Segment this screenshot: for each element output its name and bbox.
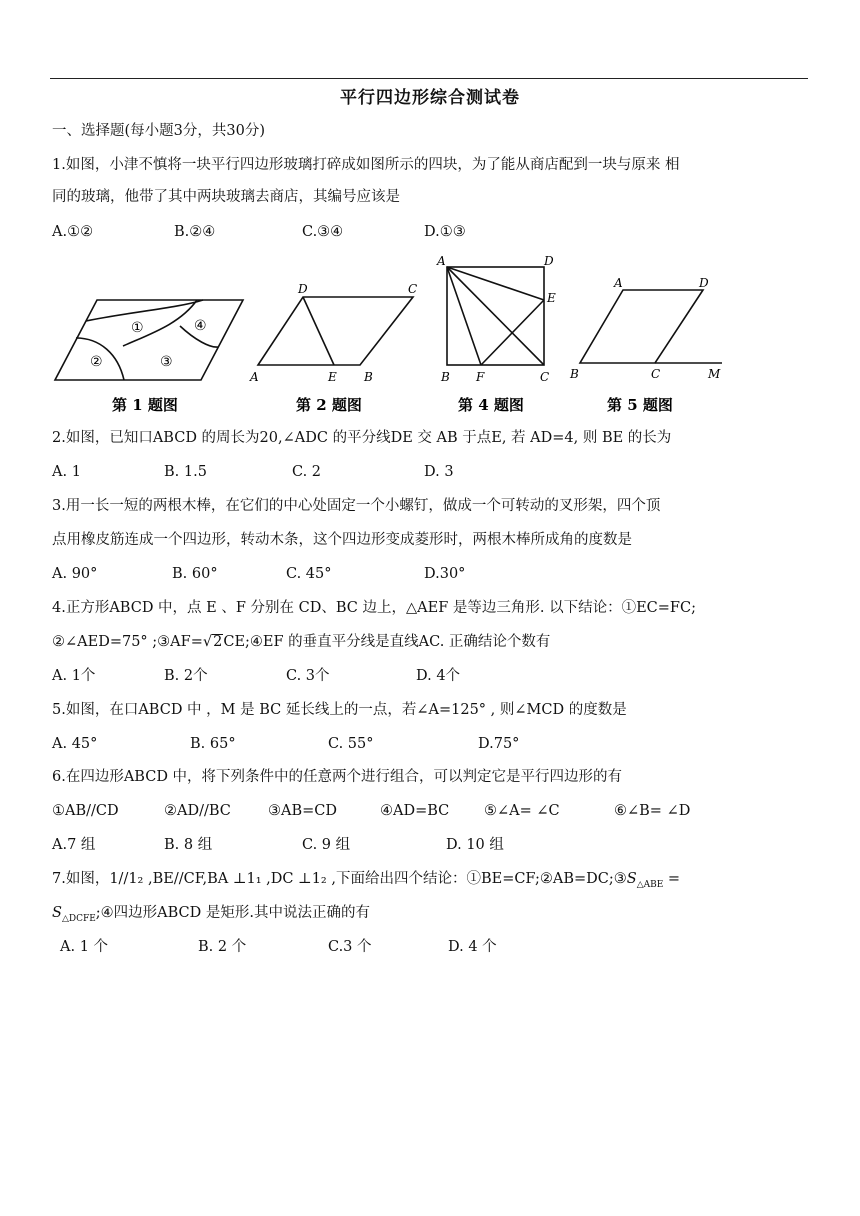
q1-option-d[interactable]: D.①③	[424, 224, 466, 240]
q6-condition-2: ②AD//BC	[164, 803, 231, 819]
q2-option-c[interactable]: C. 2	[292, 464, 322, 480]
q6-text-line1: 6.在四边形ABCD 中，将下列条件中的任意两个进行组合，可以判定它是平行四边形的有	[52, 769, 623, 785]
q3-option-d[interactable]: D.30°	[424, 566, 466, 582]
fig2-label-d: D	[298, 282, 308, 296]
figures-row	[0, 250, 860, 420]
fig1-piece-2: ②	[90, 354, 103, 370]
q3-option-a[interactable]: A. 90°	[52, 566, 98, 582]
q7-option-d[interactable]: D. 4 个	[448, 939, 497, 955]
fig1-caption: 第 1 题图	[112, 396, 178, 414]
section-heading: 一、选择题(每小题3分，共30分)	[52, 123, 265, 139]
q1-text-line1: 1.如图，小津不慎将一块平行四边形玻璃打碎成如图所示的四块，为了能从商店配到一块与原来 相	[52, 157, 680, 173]
q6-option-c[interactable]: C. 9 组	[302, 837, 351, 853]
fig5-parallelogram	[580, 290, 703, 363]
q7-area-subscript-2: △DCFE	[61, 913, 96, 924]
q7-line1-text: 7.如图，1//1₂ ,BE//CF,BA ⊥1₁ ,DC ⊥1₂ ,下面给出四个结论：①BE=CF;②AB=DC;③	[52, 871, 627, 887]
fig5-caption: 第 5 题图	[607, 396, 673, 414]
fig5-label-b: B	[570, 367, 579, 381]
q3-text-line1: 3.用一长一短的两根木棒，在它们的中心处固定一个小螺钉，做成一个可转动的叉形架，四个顶	[52, 498, 661, 514]
fig2-label-a: A	[250, 370, 259, 384]
q4-radicand: 2	[213, 634, 223, 650]
q6-condition-6: ⑥∠B= ∠D	[614, 803, 691, 819]
q2-option-b[interactable]: B. 1.5	[164, 464, 207, 480]
fig4-label-f: F	[476, 370, 485, 384]
figure-5	[580, 290, 722, 363]
fig2-bisector-de	[303, 297, 334, 365]
fig2-caption: 第 2 题图	[296, 396, 362, 414]
fig2-label-e: E	[328, 370, 337, 384]
figure-1	[55, 300, 243, 380]
q2-option-a[interactable]: A. 1	[52, 464, 81, 480]
q7-option-c[interactable]: C.3 个	[328, 939, 372, 955]
figure-2	[258, 297, 413, 365]
q3-option-b[interactable]: B. 60°	[172, 566, 218, 582]
q5-option-b[interactable]: B. 65°	[190, 736, 236, 752]
q6-option-b[interactable]: B. 8 组	[164, 837, 213, 853]
q7-option-a[interactable]: A. 1 个	[60, 939, 109, 955]
q4-line2-part-a: ②∠AED=75° ;③AF=	[52, 634, 203, 650]
fig4-label-e: E	[547, 291, 556, 305]
q2-option-d[interactable]: D. 3	[424, 464, 454, 480]
q4-option-a[interactable]: A. 1个	[52, 668, 96, 684]
q7-area-symbol-2: S	[52, 905, 62, 921]
q7-option-b[interactable]: B. 2 个	[198, 939, 247, 955]
page-title: 平行四边形综合测试卷	[340, 88, 520, 108]
q4-option-b[interactable]: B. 2个	[164, 668, 208, 684]
header-rule	[50, 78, 808, 79]
q6-condition-4: ④AD=BC	[380, 803, 450, 819]
fig2-label-b: B	[364, 370, 373, 384]
fig1-piece-4: ④	[194, 318, 207, 334]
q4-text-line2	[52, 632, 550, 652]
q4-option-c[interactable]: C. 3个	[286, 668, 330, 684]
q1-option-c[interactable]: C.③④	[302, 224, 344, 240]
fig1-piece-3: ③	[160, 354, 173, 370]
fig4-label-b: B	[441, 370, 450, 384]
q6-condition-3: ③AB=CD	[268, 803, 337, 819]
q7-equals: =	[663, 871, 681, 887]
q5-option-a[interactable]: A. 45°	[52, 736, 98, 752]
q5-option-c[interactable]: C. 55°	[328, 736, 374, 752]
q7-text-line2	[52, 903, 370, 929]
fig5-label-d: D	[699, 276, 709, 290]
q3-text-line2: 点用橡皮筋连成一个四边形，转动木条，这个四边形变成菱形时，两根木棒所成角的度数是	[52, 532, 632, 548]
fig4-label-d: D	[544, 254, 554, 268]
q7-text-line1	[52, 869, 680, 895]
q5-text-line1: 5.如图，在口ABCD 中 ，M 是 BC 延长线上的一点，若∠A=125° , 则∠MCD 的度数是	[52, 702, 627, 718]
fig5-label-m: M	[708, 367, 721, 381]
fig4-line-af	[447, 267, 481, 365]
q1-option-a[interactable]: A.①②	[52, 224, 94, 240]
q7-line2-text: ;④四边形ABCD 是矩形.其中说法正确的有	[95, 905, 370, 921]
q4-line2-part-b: CE;④EF 的垂直平分线是直线AC. 正确结论个数有	[223, 634, 551, 650]
fig1-crack-1	[86, 300, 203, 321]
q6-option-d[interactable]: D. 10 组	[446, 837, 504, 853]
q4-option-d[interactable]: D. 4个	[416, 668, 461, 684]
fig4-caption: 第 4 题图	[458, 396, 524, 414]
fig2-parallelogram	[258, 297, 413, 365]
q7-area-subscript-1: △ABE	[636, 879, 664, 890]
fig4-label-c: C	[540, 370, 550, 384]
fig5-label-c: C	[651, 367, 661, 381]
q6-option-a[interactable]: A.7 组	[52, 837, 96, 853]
q7-area-symbol-1: S	[626, 871, 637, 887]
fig4-line-ae	[447, 267, 544, 300]
q1-text-line2: 同的玻璃，他带了其中两块玻璃去商店，其编号应该是	[52, 189, 400, 205]
sqrt-sign-icon: √	[202, 634, 213, 650]
fig2-label-c: C	[408, 282, 418, 296]
q1-option-b[interactable]: B.②④	[174, 224, 216, 240]
q6-condition-5: ⑤∠A= ∠C	[484, 803, 560, 819]
q4-text-line1: 4.正方形ABCD 中，点 E 、F 分别在 CD、BC 边上，△AEF 是等边三角形. 以下结论：①EC=FC;	[52, 600, 696, 616]
fig5-label-a: A	[614, 276, 623, 290]
q6-condition-1: ①AB//CD	[52, 803, 119, 819]
fig1-parallelogram	[55, 300, 243, 380]
fig4-label-a: A	[437, 254, 446, 268]
q5-option-d[interactable]: D.75°	[478, 736, 520, 752]
q2-text-line1: 2.如图，已知口ABCD 的周长为20,∠ADC 的平分线DE 交 AB 于点E, 若 AD=4, 则 BE 的长为	[52, 430, 672, 446]
fig1-piece-1: ①	[131, 320, 144, 336]
figure-4	[447, 267, 544, 365]
q3-option-c[interactable]: C. 45°	[286, 566, 332, 582]
